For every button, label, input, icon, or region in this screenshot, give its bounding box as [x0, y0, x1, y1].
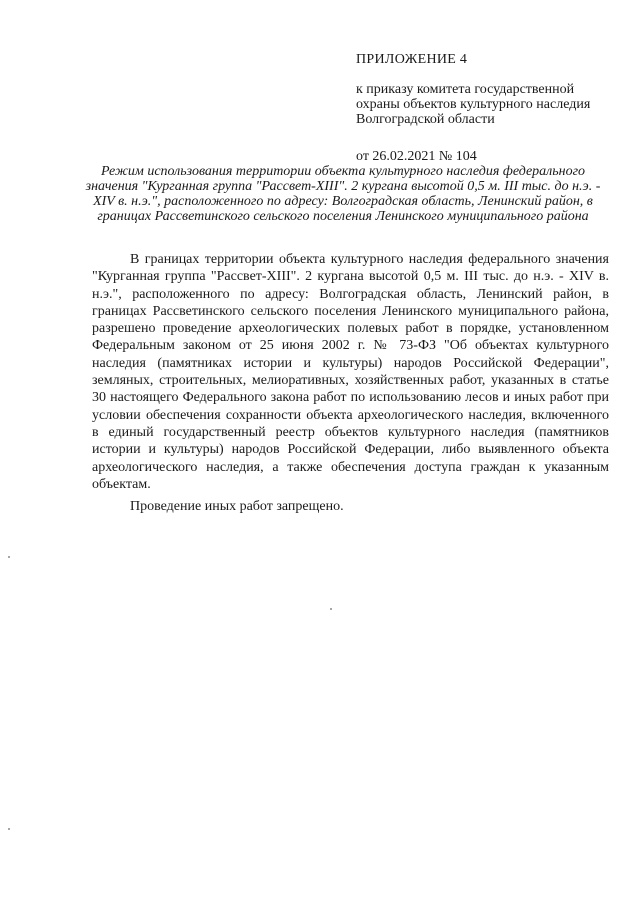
paragraph-permitted-works: В границах территории объекта культурного наследия федерального значения "Курганная группа "Рассвет-XIII". 2 кургана высотой 0,5 м. III тыс. до н.э. - XIV в. н.э.", расположенного по адресу: Волгоградская область, Ленинский район, в границах Рассветинского сельского поселения Ленинского муниципального района, разрешено проведение археологических полевых работ в порядке, установленном Федеральным законом от 25 июня 2002 г. № 73-ФЗ "Об объектах культурного наследия (памятниках истории и культуры) народов Российской Федерации", земляных, строительных, мелиоративных, хозяйственных работ, указанных в статье 30 настоящего Федерального закона работ по использованию лесов и иных работ при условии обеспечения сохранности объекта археологического наследия, включенного в единый государственный реестр объектов культурного наследия (памятников истории и культуры) народов Российской Федерации, либо выявленного объекта археологического наследия, а также обеспечения доступа граждан к указанным объектам.	[92, 252, 609, 492]
scan-artifact	[8, 828, 10, 830]
scan-artifact	[8, 556, 10, 558]
appendix-block	[356, 52, 606, 165]
document-heading: Режим использования территории объекта культурного наследия федерального значения "Курганная группа "Рассвет-XIII". 2 кургана высотой 0,5 м. III тыс. до н.э. - XIV в. н.э.", расположенного по адресу: Волгоградская область, Ленинский район, в границах Рассветинского сельского поселения Ленинского муниципального района	[85, 164, 601, 224]
appendix-date: от 26.02.2021 № 104	[356, 149, 477, 164]
scan-artifact	[330, 608, 332, 610]
appendix-title: ПРИЛОЖЕНИЕ 4	[356, 52, 468, 67]
appendix-reference: к приказу комитета государственной охраны объектов культурного наследия Волгоградской области	[356, 82, 591, 127]
document-body	[92, 251, 609, 515]
paragraph-prohibition: Проведение иных работ запрещено.	[130, 499, 344, 515]
